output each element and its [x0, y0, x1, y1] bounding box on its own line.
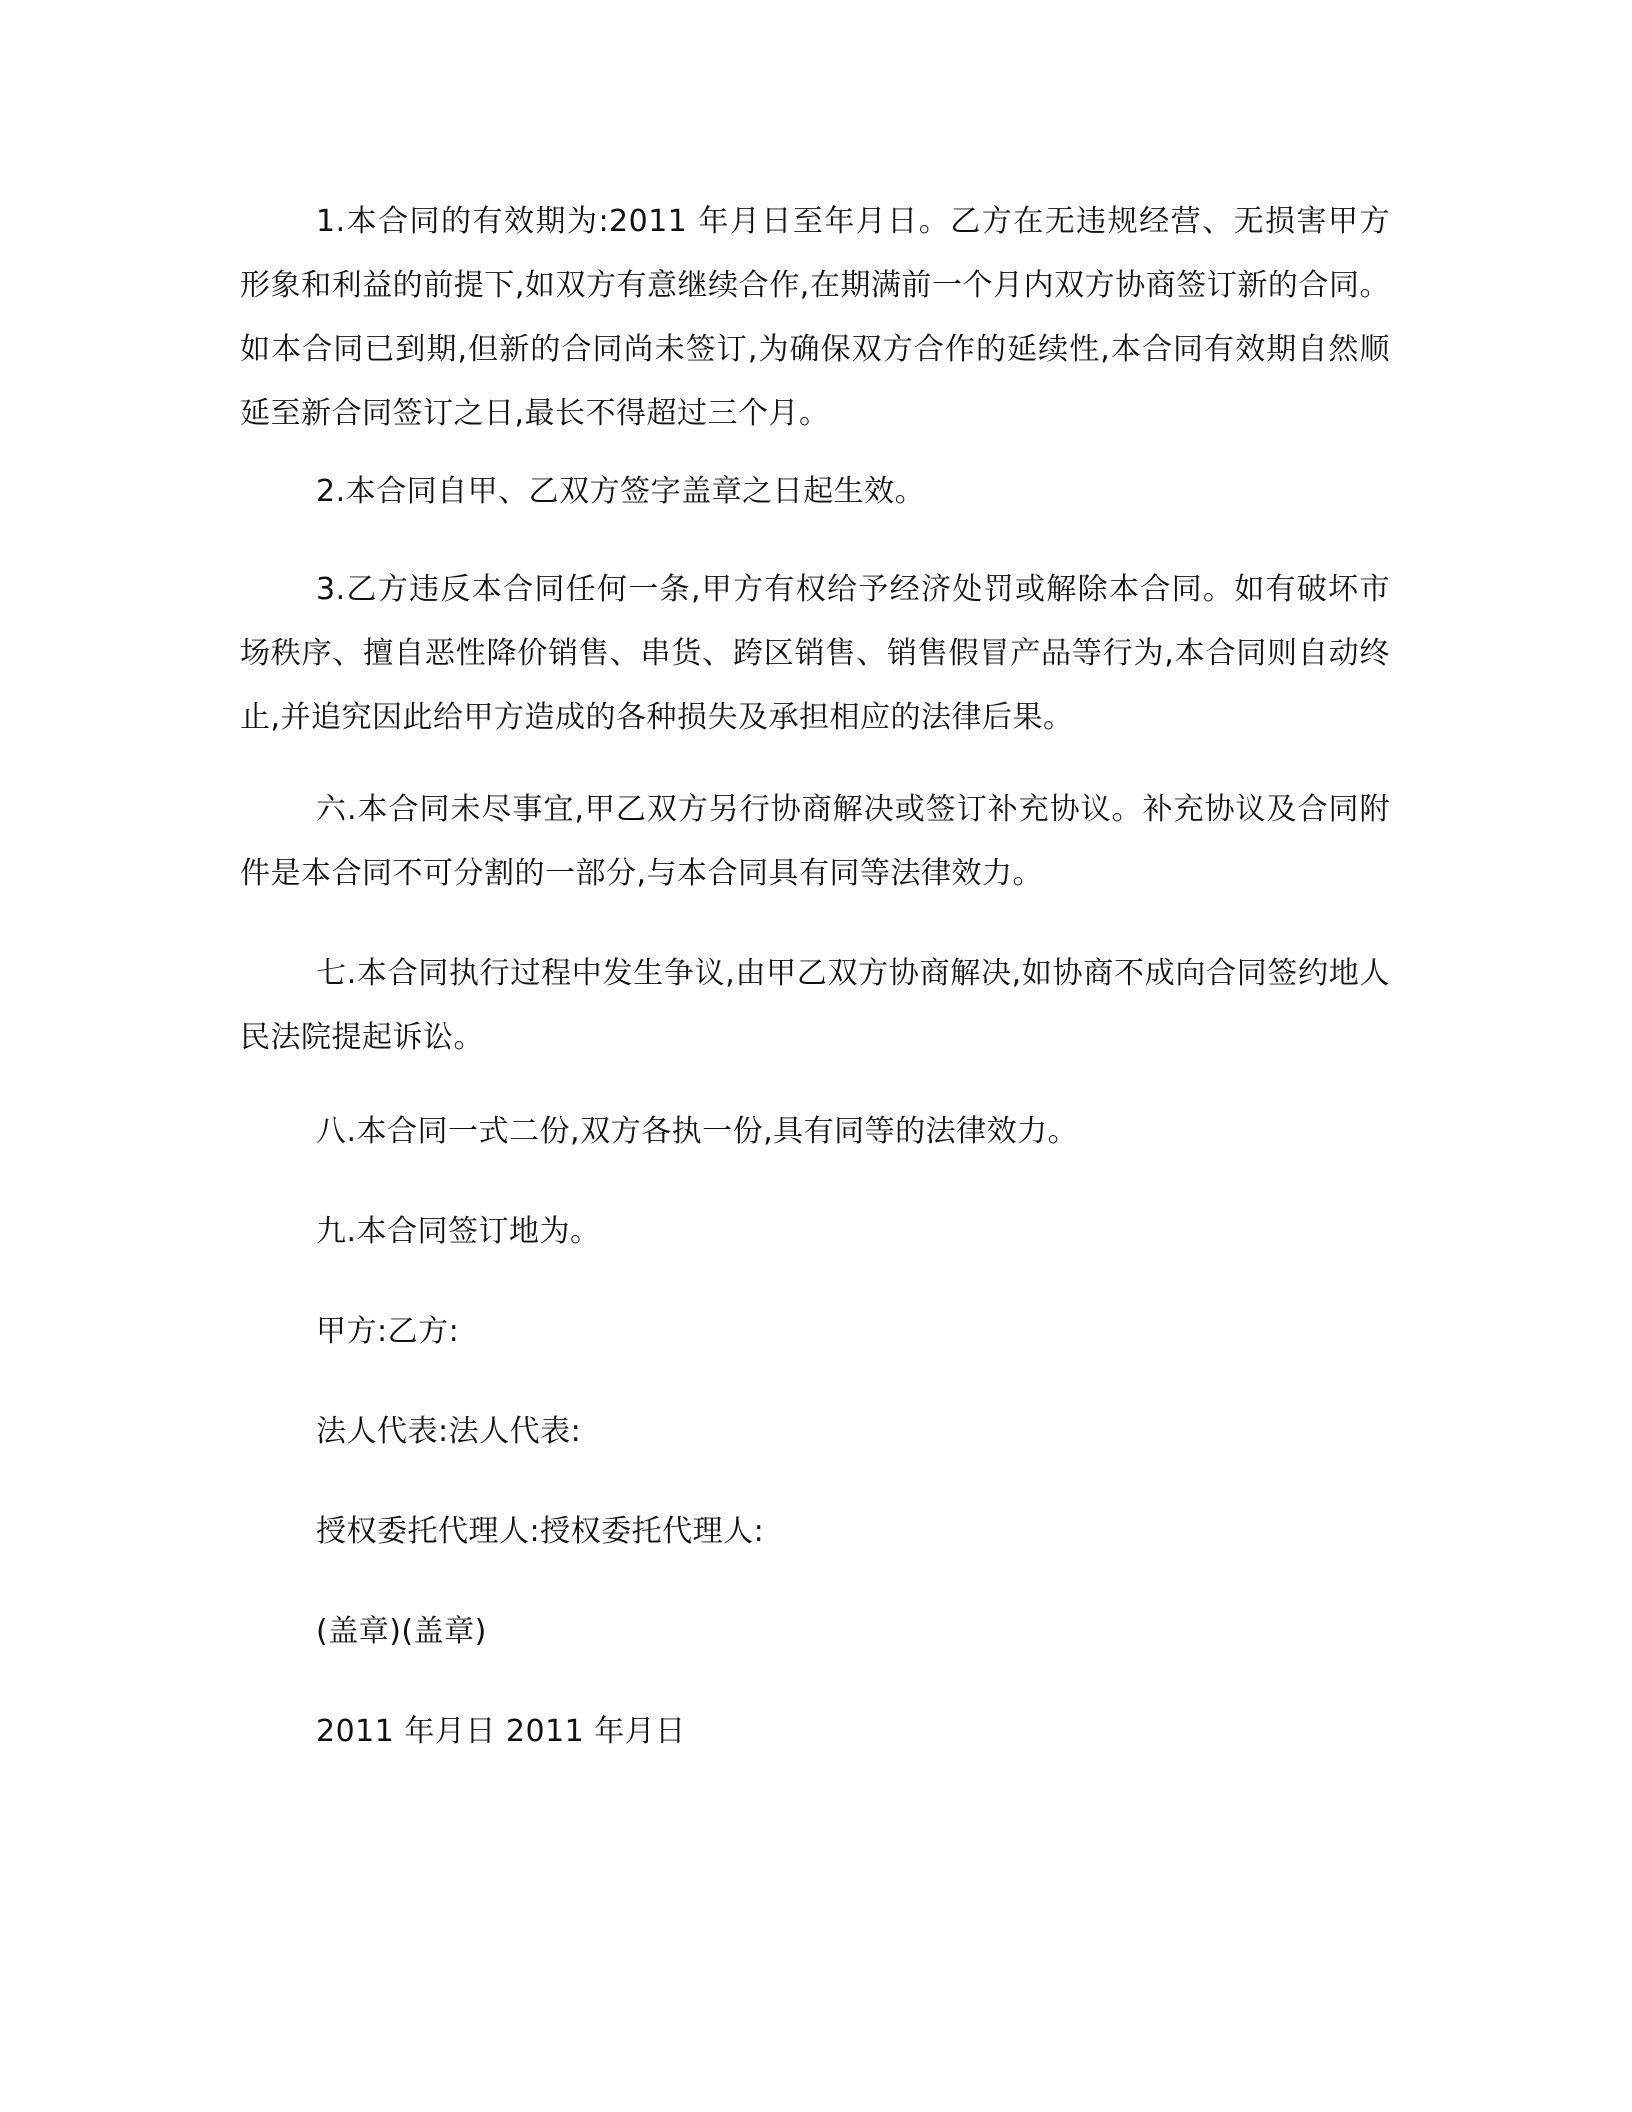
- clause-9-signing-place: 九.本合同签订地为。: [316, 1214, 601, 1249]
- signature-legal-representative: 法人代表:法人代表:: [316, 1414, 582, 1449]
- clause-8-copies: 八.本合同一式二份,双方各执一份,具有同等的法律效力。: [316, 1114, 1079, 1149]
- signature-parties: 甲方:乙方:: [316, 1314, 460, 1349]
- clause-3-breach: 3.乙方违反本合同任何一条,甲方有权给予经济处罚或解除本合同。如有破坏市场秩序、擅自恶性降价销售、串货、跨区销售、销售假冒产品等行为,本合同则自动终止,并追究因此给甲方造成的各种损失及承担相应的法律后果。: [240, 572, 1390, 735]
- clause-6-supplementary: 六.本合同未尽事宜,甲乙双方另行协商解决或签订补充协议。补充协议及合同附件是本合同不可分割的一部分,与本合同具有同等法律效力。: [240, 792, 1390, 891]
- clause-1-validity: 1.本合同的有效期为:2011 年月日至年月日。乙方在无违规经营、无损害甲方形象和利益的前提下,如双方有意继续合作,在期满前一个月内双方协商签订新的合同。如本合同已到期,但新的合同尚未签订,为确保双方合作的延续性,本合同有效期自然顺延至新合同签订之日,最长不得超过三个月。: [240, 204, 1390, 431]
- clause-7-dispute: 七.本合同执行过程中发生争议,由甲乙双方协商解决,如协商不成向合同签约地人民法院提起诉讼。: [240, 956, 1390, 1055]
- signature-authorized-agent: 授权委托代理人:授权委托代理人:: [316, 1514, 765, 1549]
- signature-date: 2011 年月日 2011 年月日: [316, 1714, 686, 1749]
- signature-seal: (盖章)(盖章): [316, 1614, 487, 1649]
- clause-2-effective: 2.本合同自甲、乙双方签字盖章之日起生效。: [316, 474, 926, 509]
